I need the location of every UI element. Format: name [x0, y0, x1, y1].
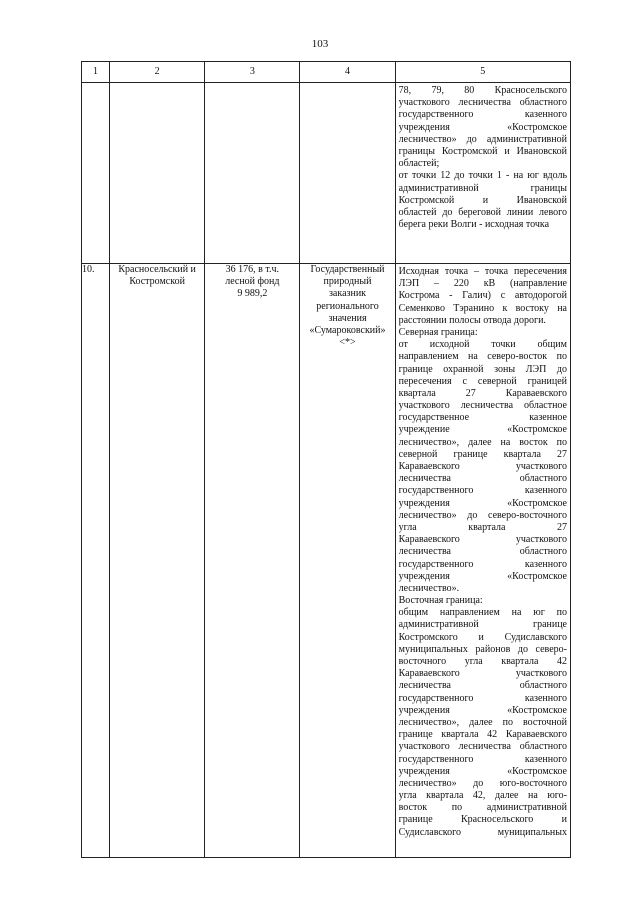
boundary-text-line: Северная граница:	[398, 326, 478, 338]
object-line-3: заказник	[328, 288, 367, 300]
boundary-text-line: государственного казенного	[398, 485, 567, 497]
boundary-text-line: квартала 27 Караваевского	[398, 387, 567, 399]
boundary-text-line: областей;	[398, 158, 440, 170]
header-cell-3: 3	[205, 62, 300, 83]
boundary-text-line: восточного угла квартала 42	[398, 656, 567, 667]
boundary-text-line: учреждения «Костромское	[398, 765, 567, 777]
table-row-continuation	[82, 83, 571, 264]
boundary-text-line: лесничества областного	[398, 546, 567, 558]
boundary-text-line: муниципальных районов до северо-	[398, 643, 567, 655]
boundary-text-line: государственное казенное	[398, 412, 567, 424]
header-cell-4: 4	[300, 62, 395, 83]
boundary-text-line: административной границы	[398, 182, 567, 194]
boundary-text-line: 78, 79, 80 Красносельского	[398, 85, 567, 96]
boundary-text-line: государственного казенного	[398, 558, 567, 570]
boundary-text-line: участкового лесничества областного	[398, 97, 567, 109]
boundary-text-line: берега реки Волги - исходная точка	[398, 219, 550, 231]
cell-area	[205, 264, 300, 858]
area-forest-value: 9 989,2	[237, 288, 268, 300]
boundary-text-line: учреждения «Костромское	[398, 121, 567, 133]
boundary-text-line: Караваевского участкового	[398, 534, 567, 546]
header-cell-5: 5	[395, 62, 570, 83]
area-total: 36 176, в т.ч.	[225, 264, 280, 275]
object-line-5: значения	[328, 312, 367, 324]
boundary-text-line: административной границе	[398, 619, 567, 631]
boundary-text-line: учреждения «Костромское	[398, 570, 567, 582]
boundary-text-continuation	[396, 83, 570, 231]
boundary-text-line: восток по административной	[398, 802, 567, 814]
object-line-1: Государственный	[310, 264, 385, 275]
boundary-text-line: от исходной точки общим	[398, 339, 567, 351]
boundary-text-line: Караваевского участкового	[398, 461, 567, 472]
cell-boundary-description	[395, 264, 570, 858]
boundary-text-line: пересечения с северной границей	[398, 375, 567, 387]
page-number: 103	[311, 38, 329, 50]
boundary-text-line: Костромского и Судиславского	[398, 631, 567, 643]
boundary-text-line: общим направлением на юг по	[398, 607, 567, 619]
cell-boundary-description	[395, 83, 570, 264]
boundary-text-line: угла квартала 42, далее на юго-	[398, 790, 567, 802]
boundary-text-line: участкового лесничества областного	[398, 741, 567, 753]
boundary-text-line: лесничества областного	[398, 680, 567, 692]
boundary-text-line: лесничество» до юго-восточного	[398, 777, 567, 789]
boundary-text-line: угла квартала 27	[398, 521, 567, 533]
boundary-text-line: от точки 12 до точки 1 - на юг вдоль	[398, 170, 567, 182]
boundary-text-line: участкового лесничества областное	[398, 400, 567, 412]
boundary-text-line: лесничество» до северо-восточного	[398, 509, 567, 521]
boundary-text-line: направлением на северо-восток по	[398, 351, 567, 363]
boundary-text-line: границе охранной зоны ЛЭП до	[398, 363, 567, 375]
header-cell-2: 2	[110, 62, 205, 83]
boundary-text-line: Семенково Тэранино к востоку на	[398, 302, 567, 314]
boundary-text-line: Караваевского участкового	[398, 668, 567, 680]
boundary-text-line: учреждение «Костромское	[398, 424, 567, 436]
cell-number: 10.	[82, 264, 110, 858]
boundary-text-line: лесничество» до административной	[398, 133, 567, 145]
header-cell-1: 1	[82, 62, 110, 83]
boundary-text-line: учреждения «Костромское	[398, 497, 567, 509]
boundary-text-line: северной границе квартала 27	[398, 448, 567, 460]
cell-district: Красносельский и Костромской	[110, 264, 205, 858]
object-line-4: регионального	[316, 300, 379, 312]
boundaries-table	[81, 61, 571, 858]
boundary-text-line: Восточная граница:	[398, 595, 483, 607]
boundary-text-line: лесничество», далее по восточной	[398, 716, 567, 728]
boundary-text-line: Исходная точка – точка пересечения	[398, 266, 567, 277]
boundary-text-line: границе квартала 42 Караваевского	[398, 729, 567, 741]
boundary-text-line: государственного казенного	[398, 109, 567, 121]
table-row-10	[82, 264, 571, 858]
boundary-text-line: Судиславского муниципальных	[398, 826, 567, 838]
boundary-text-line: областей до береговой линии левого	[398, 206, 567, 218]
boundary-text-row-10	[396, 264, 570, 839]
boundary-text-line: государственного казенного	[398, 692, 567, 704]
boundary-text-line: государственного казенного	[398, 753, 567, 765]
boundary-text-line: границы Костромской и Ивановской	[398, 145, 567, 157]
boundary-text-line: границе Красносельского и	[398, 814, 567, 826]
cell-number	[82, 83, 110, 264]
cell-district	[110, 83, 205, 264]
boundary-text-line: Костромской и Ивановской	[398, 194, 567, 206]
object-footnote-mark: <*>	[339, 337, 356, 349]
boundary-text-line: лесничество», далее на восток по	[398, 436, 567, 448]
area-forest-label: лесной фонд	[225, 276, 280, 288]
boundary-text-line: лесничество».	[398, 582, 460, 594]
boundary-text-line: учреждения «Костромское	[398, 704, 567, 716]
object-line-6: «Сумароковский»	[309, 325, 386, 337]
boundary-text-line: лесничества областного	[398, 473, 567, 485]
cell-area	[205, 83, 300, 264]
boundary-text-line: Кострома - Галич) с автодорогой	[398, 290, 567, 302]
table-header-row	[82, 62, 571, 83]
boundary-text-line: расстоянии полосы отвода дороги.	[398, 314, 546, 326]
boundary-text-line: ЛЭП – 220 кВ (направление	[398, 278, 567, 290]
cell-object	[300, 83, 395, 264]
cell-object	[300, 264, 395, 858]
object-line-2: природный	[323, 276, 372, 288]
